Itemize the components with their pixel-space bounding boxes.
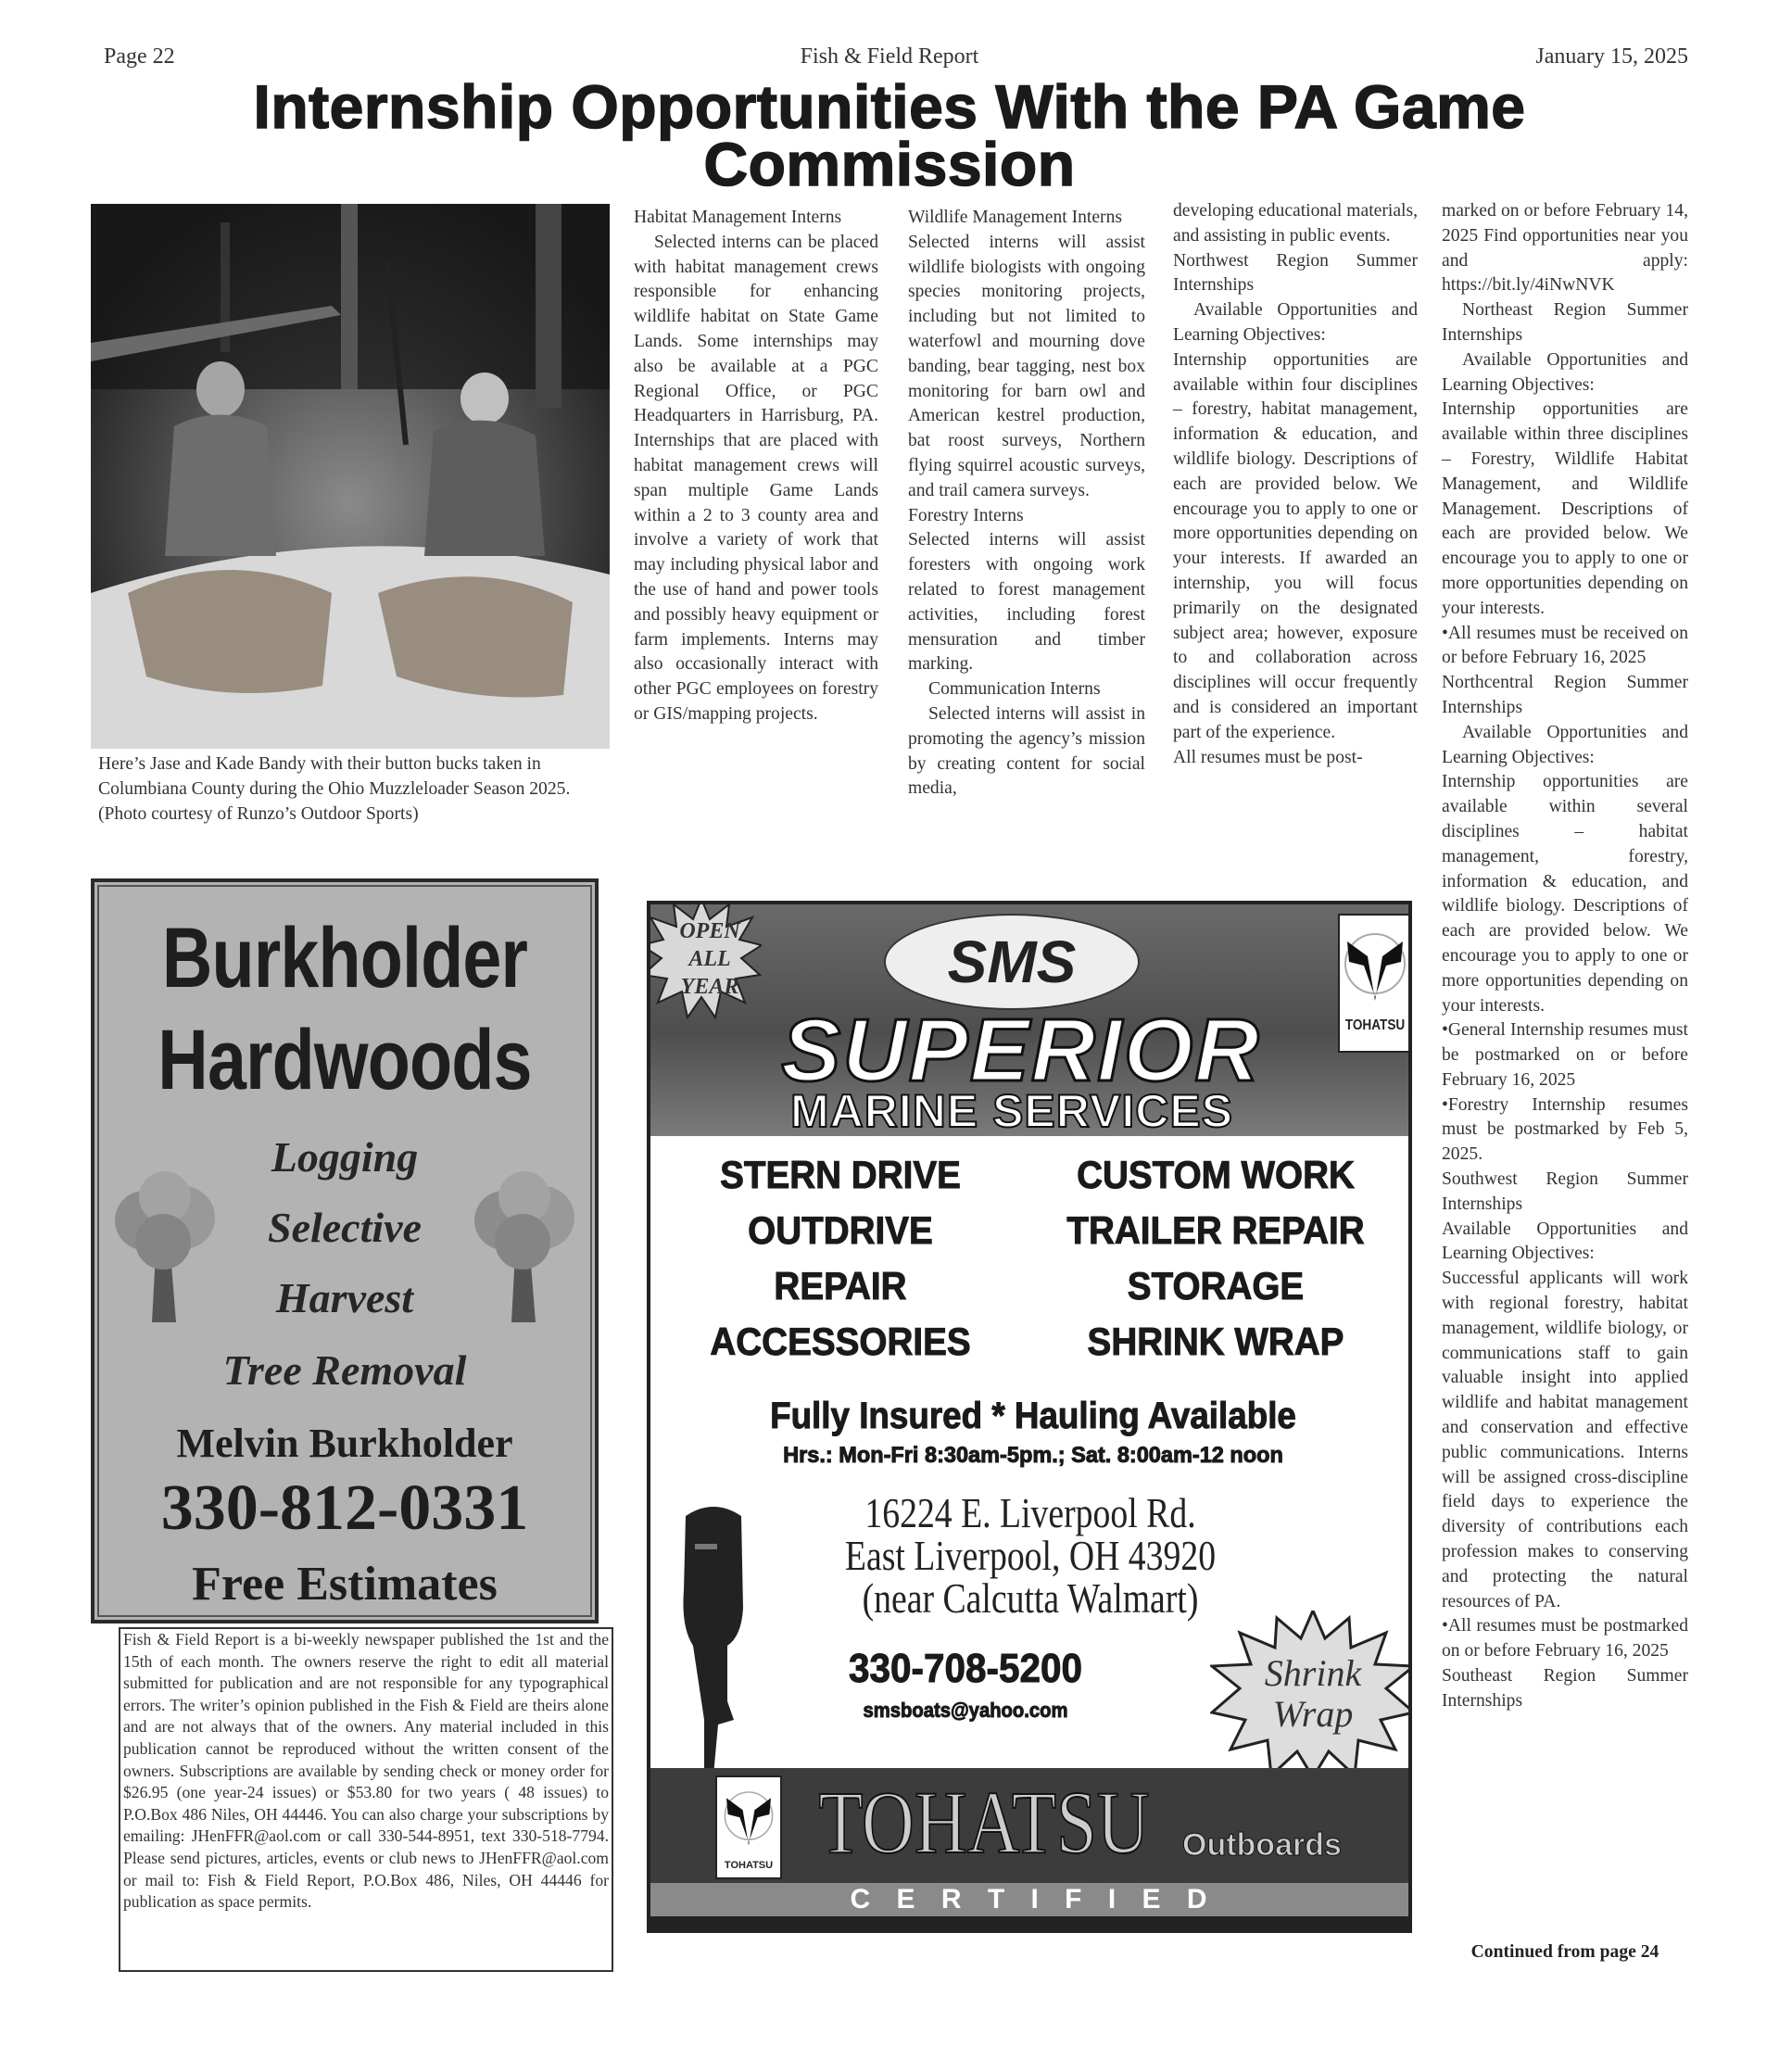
article-column-2 — [908, 206, 1145, 802]
article-paragraph: Internship opportunities are available within four disciplines – forestry, habitat management, information & education, and wildlife biology. Descriptions of each are provided below. We encourage you to apply to one or more opportunities depending on your interests. If awarded an internship, you will focus primarily on the designated subject area; however, exposure to and collaboration across disciplines will occur frequently and is considered an important part of the experience. — [1173, 349, 1418, 742]
ad-service: Harvest — [275, 1274, 414, 1321]
article-paragraph: •All resumes must be postmarked on or before February 16, 2025 — [1442, 1616, 1688, 1661]
article-paragraph: Communication Interns — [928, 679, 1101, 700]
tohatsu-wordmark: TOHATSU — [818, 1773, 1150, 1872]
service-item: ACCESSORIES — [710, 1320, 971, 1363]
article-column-3 — [1173, 199, 1418, 770]
publication-name: Fish & Field Report — [800, 44, 979, 69]
superior-wordmark: SUPERIOR — [781, 1001, 1261, 1100]
tohatsu-logo-icon — [717, 1777, 780, 1855]
services-left — [675, 1147, 1007, 1370]
ad-service: Selective — [267, 1204, 422, 1251]
continued-note: Continued from page 24 — [1470, 1942, 1659, 1962]
sms-logo: SMS — [884, 914, 1140, 1010]
article-paragraph: Available Opportunities and Learning Objectives: — [1442, 349, 1688, 395]
ad-tagline: Free Estimates — [192, 1558, 498, 1611]
article-title — [93, 72, 1686, 198]
burst-text: OPEN — [679, 919, 740, 943]
photo-caption: Here’s Jase and Kade Bandy with their button bucks taken in Columbiana County during the Ohio Muzzleloader Season 2025. (Photo courtesy of Runzo’s Outdoor Sports) — [98, 754, 571, 824]
burst-text: ALL — [688, 947, 731, 971]
ad-phone: 330-708-5200 — [848, 1646, 1083, 1691]
article-paragraph: Internship opportunities are available within several disciplines – habitat management, forestry, information & education, and wildlife biology. Descriptions of each are provided below. We encourage you to apply to one or more opportunities depending on your interests. — [1442, 772, 1688, 1016]
article-paragraph: Habitat Management Interns — [634, 208, 842, 227]
article-paragraph: •General Internship resumes must be postmarked on or before February 16, 2025 — [1442, 1020, 1688, 1090]
address-line: (near Calcutta Walmart) — [862, 1574, 1199, 1622]
tohatsu-banner-logo — [715, 1775, 782, 1879]
tohatsu-logo-icon — [1340, 916, 1410, 1013]
address-line: 16224 E. Liverpool Rd. — [864, 1489, 1196, 1536]
services-right — [1037, 1147, 1394, 1370]
ad-owner: Melvin Burkholder — [176, 1421, 513, 1466]
article-paragraph: developing educational materials, and assisting in public events. — [1173, 201, 1418, 246]
address-line: East Liverpool, OH 43920 — [844, 1532, 1217, 1579]
burst-text: Wrap — [1272, 1693, 1354, 1735]
hunters-photo — [91, 204, 610, 749]
article-paragraph: Forestry Interns — [908, 505, 1024, 525]
insured-line: Fully Insured * Hauling Available — [770, 1396, 1296, 1436]
article-column-4 — [1442, 199, 1688, 1714]
article-paragraph: Northeast Region Summer Internships — [1442, 300, 1688, 345]
service-item: STORAGE — [1127, 1264, 1305, 1308]
burkholder-hardwoods-ad — [91, 878, 599, 1623]
article-paragraph: Northcentral Region Summer Internships — [1442, 673, 1688, 717]
article-column-1 — [634, 206, 878, 727]
tree-icon — [467, 1169, 582, 1325]
article-paragraph: Southeast Region Summer Internships — [1442, 1666, 1688, 1711]
article-paragraph: Internship opportunities are available within three disciplines – Forestry, Wildlife Habitat Management, and Wildlife Management. Descriptions of each are provided below. We encourage you to apply to one or more opportunities depending on your interests. — [1442, 399, 1688, 618]
ad-email[interactable]: smsboats@yahoo.com — [863, 1699, 1068, 1722]
tree-icon — [107, 1169, 222, 1325]
publisher-disclaimer: Fish & Field Report is a bi-weekly newspaper published the 1st and the 15th of each month. The owners reserve the right to edit all material submitted for publication and are not responsible for any typographical errors. The writer’s opinion published in the Fish & Field are theirs alone and are not always that of the owners. Any material included in this publication cannot be reproduced without the written consent of the owners. Subscriptions are available by sending check or money order for $26.95 (one year-24 issues) or $53.80 for two years ( 48 issues) to P.O.Box 486 Niles, OH 44446. You can also charge your subscriptions by emailing: JHenFFR@aol.com or call 330-544-8951, text 330-518-7794. Please send pictures, articles, events or club news to JHenFFR@aol.com or mail to: Fish & Field Report, P.O.Box 486, Niles, OH 44446 for publication as space permits. — [119, 1627, 613, 1972]
article-paragraph: Available Opportunities and Learning Objectives: — [1173, 300, 1418, 345]
article-paragraph: Southwest Region Summer Internships — [1442, 1169, 1688, 1214]
article-paragraph: Available Opportunities and Learning Objectives: — [1442, 1219, 1688, 1264]
certified-bar: C E R T I F I E D — [650, 1883, 1412, 1916]
service-item: SHRINK WRAP — [1087, 1320, 1344, 1363]
service-item: TRAILER REPAIR — [1066, 1208, 1365, 1252]
title-line-1: Internship Opportunities With the PA Game — [253, 72, 1526, 141]
ad-footer-strip — [650, 1916, 1412, 1933]
article-paragraph: marked on or before February 14, 2025 Find opportunities near you and apply: https://bit.ly/4iNwNVK — [1442, 201, 1688, 296]
title-line-2: Commission — [703, 130, 1076, 198]
burst-text: Shrink — [1264, 1652, 1362, 1694]
outboards-text: Outboards — [1182, 1827, 1342, 1863]
ad-name-line-1: Burkholder — [161, 911, 528, 1005]
page-number: Page 22 — [104, 44, 175, 69]
article-paragraph: All resumes must be post- — [1173, 747, 1363, 767]
ad-service: Tree Removal — [222, 1346, 467, 1394]
service-item: REPAIR — [774, 1264, 907, 1308]
sms-marine-ad — [647, 901, 1412, 1933]
service-item: OUTDRIVE — [748, 1208, 933, 1252]
article-paragraph: Selected interns will assist wildlife biologists with ongoing species monitoring projects, including but not limited to waterfowl and mourning dove banding, bear tagging, nest box monitoring for barn owl and American kestrel production, bat roost surveys, Northern flying squirrel acoustic surveys, and trail camera surveys. — [908, 232, 1145, 500]
ad-service: Logging — [271, 1133, 419, 1181]
article-paragraph: Available Opportunities and Learning Objectives: — [1442, 722, 1688, 767]
article-paragraph: Selected interns will assist foresters with ongoing work related to forest management activities, including forest mensuration and timber marking. — [908, 530, 1145, 675]
article-paragraph: Selected interns will assist in promoting the agency’s mission by creating content for social media, — [908, 703, 1145, 799]
tohatsu-badge — [1338, 914, 1412, 1053]
ad-name-line-2: Hardwoods — [158, 1013, 532, 1107]
article-paragraph: Successful applicants will work with regional forestry, habitat management, wildlife biology, or communications staff to gain valuable insight into applied wildlife and habitat management and conservation and effective public communications. Interns will be assigned cross-discipline field days to experience the diversity of contributions each profession makes to conserving and protecting the natural resources of PA. — [1442, 1269, 1688, 1611]
article-paragraph: Wildlife Management Interns — [908, 208, 1122, 227]
service-item: CUSTOM WORK — [1077, 1153, 1355, 1196]
burst-text: YEAR — [680, 975, 739, 999]
article-paragraph: Selected interns can be placed with habitat management crews responsible for enhancing wildlife habitat on State Game Lands. Some internships may also be available at a PGC Regional Office, or PGC Headquarters in Harrisburg, PA. Internships that are placed with habitat management crews will span multiple Game Lands within a 2 to 3 county area and involve a variety of work that may including physical labor and the use of hand and power tools and possibly heavy equipment or farm implements. Interns may also occasionally interact with other PGC employees on forestry or GIS/mapping projects. — [634, 232, 878, 724]
service-item: STERN DRIVE — [720, 1153, 961, 1196]
ad-phone: 330-812-0331 — [160, 1472, 529, 1544]
issue-date: January 15, 2025 — [1535, 44, 1688, 69]
marine-services-wordmark: MARINE SERVICES — [789, 1085, 1234, 1137]
business-hours: Hrs.: Mon-Fri 8:30am-5pm.; Sat. 8:00am-12 noon — [783, 1443, 1283, 1468]
outboard-motor-image — [676, 1497, 751, 1775]
article-paragraph: •All resumes must be received on or before February 16, 2025 — [1442, 623, 1688, 668]
badge-text: TOHATSU — [1344, 1017, 1406, 1033]
badge-text: TOHATSU — [724, 1860, 774, 1871]
article-paragraph: •Forestry Internship resumes must be postmarked by Feb 5, 2025. — [1442, 1094, 1688, 1165]
article-paragraph: Northwest Region Summer Internships — [1173, 250, 1418, 296]
